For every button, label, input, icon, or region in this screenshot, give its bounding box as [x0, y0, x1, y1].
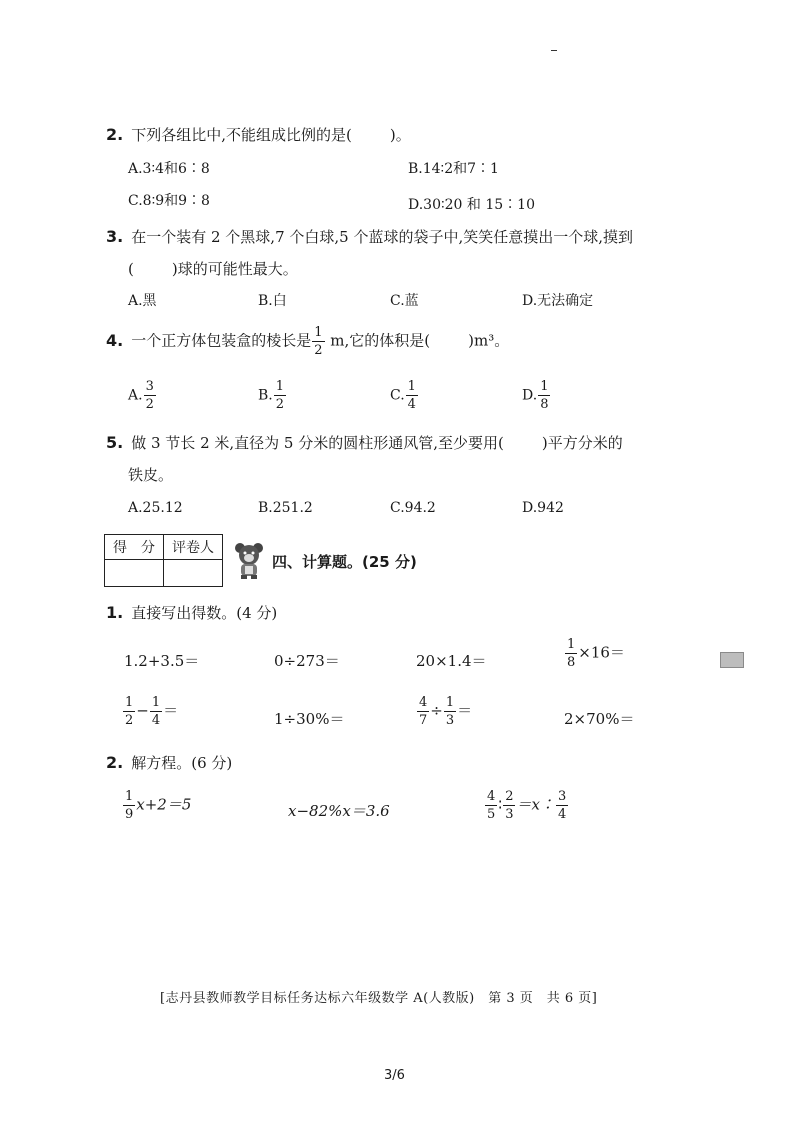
equation-2[interactable]: x−82%x＝3.6	[288, 802, 390, 820]
q2-option-d[interactable]: D.30∶20 和 15∶10	[408, 197, 535, 213]
question-text-end: )平方分米的	[541, 434, 623, 452]
calc-expr-2[interactable]: 0÷273＝	[274, 652, 340, 670]
q5-option-b[interactable]: B.251.2	[258, 500, 313, 516]
score-header: 得 分	[105, 535, 164, 560]
question-text-end: )m³。	[468, 331, 510, 350]
question-text-end: )。	[389, 126, 411, 144]
page-number: 3/6	[384, 1068, 405, 1083]
question-text: 下列各组比中,不能组成比例的是(	[131, 126, 352, 144]
bear-mascot-icon	[232, 540, 266, 580]
question-number: 4.	[106, 330, 124, 350]
side-mark	[720, 652, 744, 668]
q4-option-c[interactable]: C. $\frac{1}{4}$	[390, 379, 416, 412]
grader-header: 评卷人	[164, 535, 223, 560]
calc-expr-4[interactable]: $\frac{1}{8}$ ×16＝	[567, 637, 625, 670]
question-4-stem	[106, 326, 509, 357]
equation-1[interactable]: $\frac{1}{9}$ x+2＝5	[125, 789, 192, 822]
q4-option-d[interactable]: D. $\frac{1}{8}$	[522, 379, 549, 412]
question-3-line1	[106, 226, 633, 247]
calc-expr-1[interactable]: 1.2+3.5＝	[124, 652, 200, 670]
question-number: 5.	[106, 433, 124, 452]
q2-option-b[interactable]: B.14∶2和7∶1	[408, 161, 499, 177]
q3-option-b[interactable]: B.白	[258, 293, 287, 309]
scan-mark	[551, 50, 557, 51]
calc-2-title	[106, 752, 232, 773]
question-text: 做 3 节长 2 米,直径为 5 分米的圆柱形通风管,至少要用(	[131, 434, 504, 452]
calc-expr-5[interactable]: $\frac{1}{2}$ − $\frac{1}{4}$ ＝	[125, 695, 179, 728]
q5-option-c[interactable]: C.94.2	[390, 500, 436, 516]
fraction-edge: $\frac{1}{2}$	[314, 325, 323, 358]
q5-option-a[interactable]: A.25.12	[128, 500, 183, 516]
question-number: 2.	[106, 753, 124, 772]
question-text: 解方程。(6 分)	[131, 754, 233, 772]
q4-option-b[interactable]: B. $\frac{1}{2}$	[258, 379, 285, 412]
question-number: 2.	[106, 125, 124, 144]
score-cell[interactable]	[105, 560, 164, 587]
q4-option-a[interactable]: A. $\frac{3}{2}$	[128, 379, 154, 412]
q2-option-a[interactable]: A.3∶4和6∶8	[128, 161, 210, 177]
q3-option-c[interactable]: C.蓝	[390, 293, 419, 309]
section-4-title: 四、计算题。(25 分)	[272, 553, 417, 571]
question-2-stem	[106, 124, 411, 145]
paren-open: (	[128, 260, 134, 278]
question-text-mid: m,它的体积是(	[325, 331, 431, 350]
calc-expr-6[interactable]: 1÷30%＝	[274, 710, 345, 728]
q2-option-c[interactable]: C.8∶9和9∶8	[128, 193, 210, 209]
calc-expr-3[interactable]: 20×1.4＝	[416, 652, 487, 670]
question-text: 一个正方体包装盒的棱长是	[131, 331, 312, 350]
question-number: 1.	[106, 603, 124, 622]
calc-expr-8[interactable]: 2×70%＝	[564, 710, 635, 728]
equation-3[interactable]: $\frac{4}{5}$ ∶ $\frac{2}{3}$ ＝x∶ $\frac{3}{4}$	[487, 789, 567, 822]
question-text: 直接写出得数。(4 分)	[131, 604, 278, 622]
score-table	[104, 534, 223, 587]
question-text-end: )球的可能性最大。	[171, 260, 298, 278]
q3-option-d[interactable]: D.无法确定	[522, 293, 594, 309]
question-3-line2	[128, 258, 298, 279]
q5-option-d[interactable]: D.942	[522, 500, 564, 516]
question-number: 3.	[106, 227, 124, 246]
question-5-line1	[106, 432, 623, 453]
page-footer: [志丹县教师教学目标任务达标六年级数学 A(人教版) 第 3 页 共 6 页]	[160, 991, 598, 1006]
question-text: 在一个装有 2 个黑球,7 个白球,5 个蓝球的袋子中,笑笑任意摸出一个球,摸到	[131, 228, 633, 246]
grader-cell[interactable]	[164, 560, 223, 587]
calc-expr-7[interactable]: $\frac{4}{7}$ ÷ $\frac{1}{3}$ ＝	[419, 695, 473, 728]
q3-option-a[interactable]: A.黑	[128, 293, 157, 309]
question-5-line2: 铁皮。	[128, 466, 174, 484]
calc-1-title	[106, 602, 277, 623]
